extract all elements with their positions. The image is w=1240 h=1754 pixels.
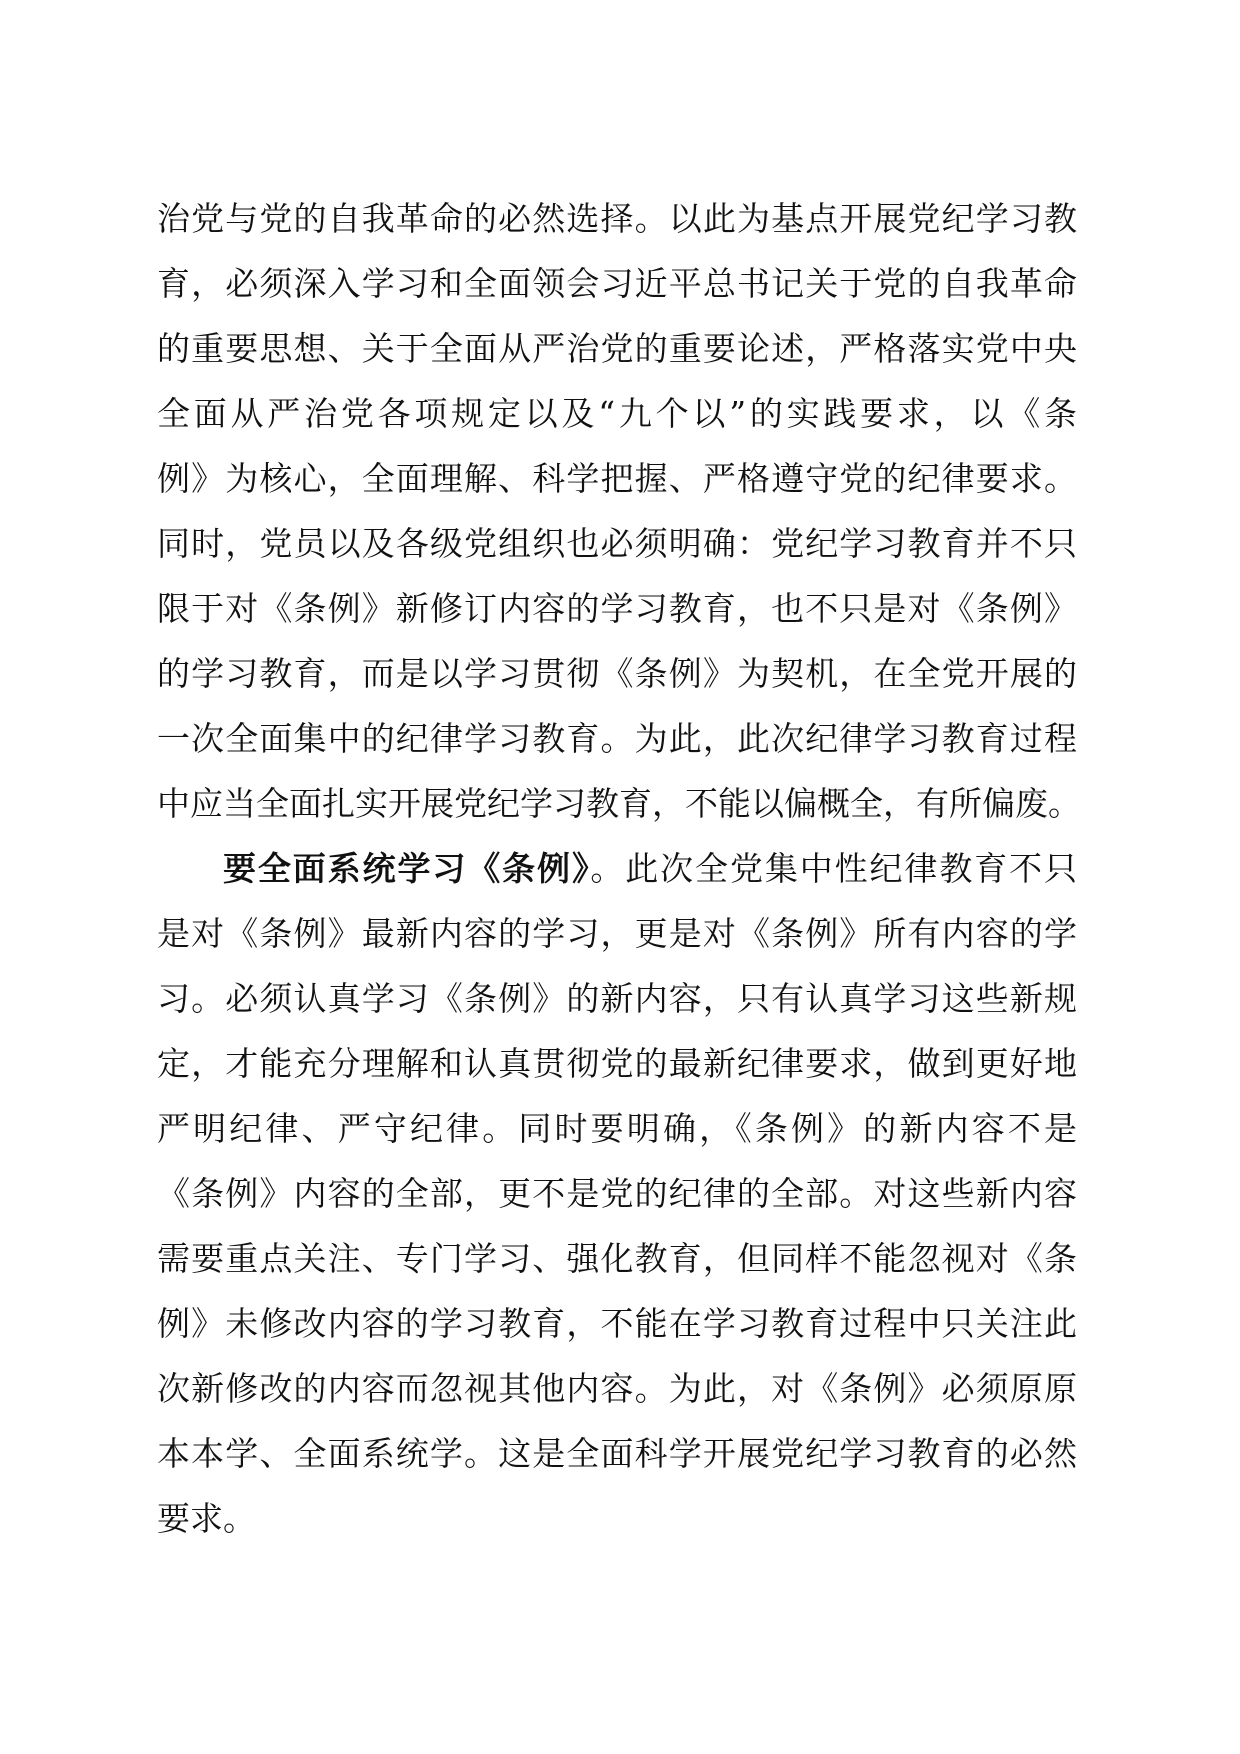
- text-line: 定，才能充分理解和认真贯彻党的最新纪律要求，做到更好地: [157, 1044, 1077, 1083]
- text-line: 同时，党员以及各级党组织也必须明确：党纪学习教育并不只: [157, 524, 1077, 563]
- text-line: 治党与党的自我革命的必然选择。以此为基点开展党纪学习教: [157, 199, 1077, 238]
- text-line: 的重要思想、关于全面从严治党的重要论述，严格落实党中央: [157, 329, 1077, 368]
- text-line: 全面从严治党各项规定以及“九个以”的实践要求，以《条: [157, 394, 1077, 433]
- text-line: 需要重点关注、专门学习、强化教育，但同样不能忽视对《条: [157, 1239, 1077, 1278]
- text-line-last: 要求。: [157, 1499, 256, 1538]
- text-line: 习。必须认真学习《条例》的新内容，只有认真学习这些新规: [157, 979, 1077, 1018]
- text-line: 的学习教育，而是以学习贯彻《条例》为契机，在全党开展的: [157, 654, 1077, 693]
- text-line-first: [157, 836, 1077, 901]
- text-line: 严明纪律、严守纪律。同时要明确，《条例》的新内容不是: [157, 1109, 1077, 1148]
- section-heading: 要全面系统学习《条例》: [223, 849, 591, 888]
- text-line: 例》为核心，全面理解、科学把握、严格遵守党的纪律要求。: [157, 459, 1077, 498]
- text-line: 中应当全面扎实开展党纪学习教育，不能以偏概全，有所偏废。: [157, 784, 1081, 823]
- text-line: 是对《条例》最新内容的学习，更是对《条例》所有内容的学: [157, 914, 1077, 953]
- text-line: 育，必须深入学习和全面领会习近平总书记关于党的自我革命: [157, 264, 1077, 303]
- text-line: 一次全面集中的纪律学习教育。为此，此次纪律学习教育过程: [157, 719, 1077, 758]
- document-body: [157, 186, 1081, 1551]
- text-line: 次新修改的内容而忽视其他内容。为此，对《条例》必须原原: [157, 1369, 1077, 1408]
- text-line: 《条例》内容的全部，更不是党的纪律的全部。对这些新内容: [157, 1174, 1077, 1213]
- paragraph-1: [157, 186, 1081, 836]
- paragraph-2: [157, 836, 1077, 1551]
- text-run: 。此次全党集中性纪律教育不只: [590, 849, 1078, 888]
- text-line: 限于对《条例》新修订内容的学习教育，也不只是对《条例》: [157, 589, 1077, 628]
- text-line: 例》未修改内容的学习教育，不能在学习教育过程中只关注此: [157, 1304, 1077, 1343]
- text-line: 本本学、全面系统学。这是全面科学开展党纪学习教育的必然: [157, 1434, 1077, 1473]
